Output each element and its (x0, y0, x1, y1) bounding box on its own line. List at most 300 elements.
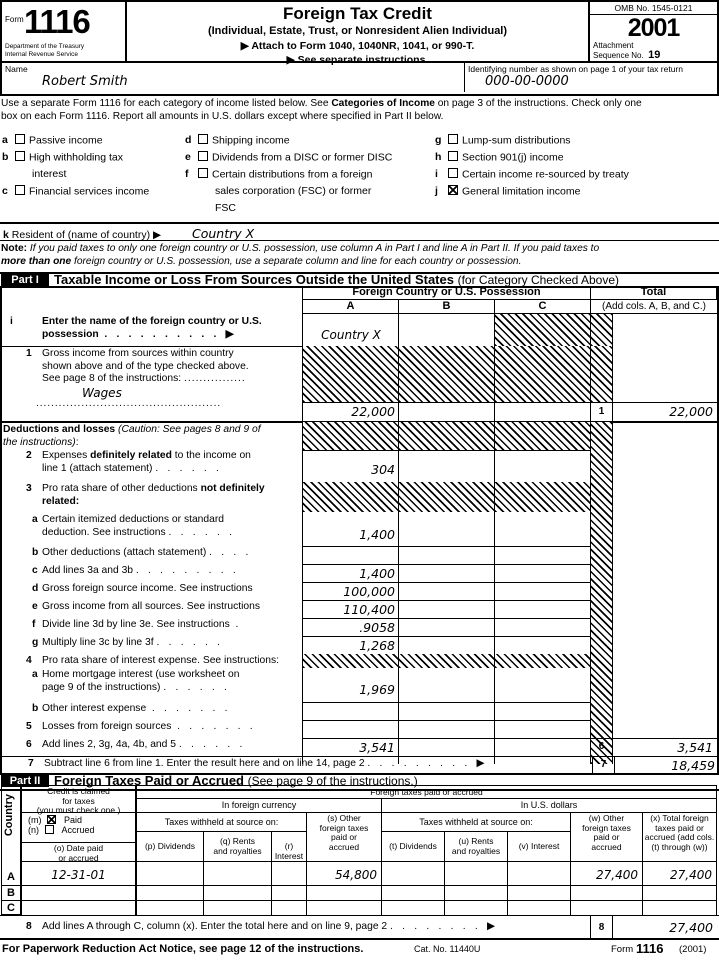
part1-line-3e-num: e (32, 601, 38, 612)
part2-line-8-num: 8 (26, 921, 32, 932)
part1-line-2-text (4, 450, 300, 475)
form-number-block (2, 2, 127, 61)
part2-row-C-other-fc[interactable] (307, 901, 382, 916)
hline-line2 (303, 450, 591, 451)
identifying-number-cell[interactable] (465, 63, 717, 92)
part1-line-3g-value-a[interactable]: 1,268 (359, 638, 395, 653)
part1-line-3a-text1: Certain itemized deductions or standard (42, 514, 225, 525)
part1-tag: Part I (1, 274, 49, 286)
category-f-label3: FSC (215, 202, 236, 214)
part2-col-t-header: (t) Dividends (382, 832, 445, 862)
part1-line-4-text (4, 655, 300, 668)
form-word-label: Form (5, 15, 24, 24)
omb-block (590, 2, 717, 61)
deductions-heading-italic2: the instructions) (3, 436, 76, 448)
part1-line-3-text1b: not definitely (200, 483, 265, 494)
part2-row-B-interest-fc[interactable] (272, 886, 307, 901)
category-f[interactable] (185, 166, 435, 183)
attach-instruction: ▶ Attach to Form 1040, 1040NR, 1041, or 990-T. (240, 40, 475, 52)
part2-row-A-date[interactable]: 12-31-01 (22, 862, 136, 886)
name-value: Robert Smith (42, 74, 128, 89)
instructions-line1-part3: on page 3 of the instructions. Check only one (434, 98, 642, 109)
part1-line-3f-text (4, 619, 300, 632)
part1-line-5-num: 5 (26, 721, 32, 732)
part1-line-4a-text1: Home mortgage interest (use worksheet on (42, 669, 240, 680)
part1-line-4b-num: b (32, 703, 39, 714)
hline-6-total (591, 738, 717, 739)
part1-line-3-num: 3 (26, 483, 32, 494)
resident-value: Country X (192, 226, 255, 241)
vline-boxnum-right (612, 314, 613, 764)
part1-line-5-text (4, 721, 300, 734)
category-d-label: Shipping income (212, 134, 290, 147)
footer-form-word: Form (611, 944, 634, 955)
part2-line-8-value: 27,400 (669, 920, 713, 935)
part2-row-C-interest-usd[interactable] (508, 901, 571, 916)
part1-line-1-boxnum: 1 (598, 406, 605, 417)
part1-line-1-text1: Gross income from sources within country (42, 348, 234, 359)
part2-paid-letter: (m) (28, 815, 42, 825)
part1-line-3d-value-a[interactable]: 100,000 (343, 584, 395, 599)
part2-tag: Part II (1, 775, 49, 787)
part1-line-3a-dots: . . . . . . (168, 526, 236, 538)
part1-title (54, 273, 619, 287)
category-g[interactable] (435, 132, 715, 149)
category-h-label: Section 901(j) income (462, 151, 564, 164)
part1-line-4a-num: a (32, 669, 38, 680)
part2-line-8-label: Add lines A through C, column (x). Enter the total here and on line 9, page 2 (42, 921, 388, 932)
part1-line-6-label: Add lines 2, 3g, 4a, 4b, and 5 (42, 739, 176, 750)
footer-year: (2001) (679, 944, 707, 955)
part1-line-4b-label: Other interest expense (42, 703, 147, 714)
category-b-letter: b (2, 151, 9, 163)
part2-accrued-row[interactable] (28, 825, 135, 835)
part1-line-1-hatch-b (399, 346, 494, 402)
part2-row-B-rents-usd[interactable] (445, 886, 508, 901)
part1-line-3b-num: b (32, 547, 39, 558)
deductions-hatch-numcol (591, 422, 612, 764)
instructions-line2: box on each Form 1116. Report all amounts in U.S. dollars except where specified in Part II below. (1, 110, 444, 122)
category-a-checkbox[interactable] (15, 134, 25, 144)
part2-col-x-header: (x) Total foreign taxes paid or accrued (add cols. (t) through (w)) (643, 813, 717, 862)
category-b-label2: interest (32, 168, 67, 180)
part1-total-header: Total (591, 286, 717, 300)
category-d-letter: d (185, 134, 192, 146)
part1-line-1-text: 1 Gross income from sources within country shown above and of the type checked above. See page 8 of the instructions: ................ Wages ................................................. (26, 348, 249, 409)
category-e-letter: e (185, 151, 191, 163)
line4-hatch-b (399, 654, 494, 668)
part1-line-3-text2: related: (42, 495, 80, 507)
note-block (1, 243, 718, 268)
part2-row-C-total[interactable] (643, 901, 717, 916)
note-bold: Note: (1, 243, 28, 254)
part2-credit-claimed-header: Credit is claimed for taxes (you must check one ) (22, 785, 136, 813)
hline-line1-values (303, 402, 717, 403)
part2-col-s-header: (s) Other foreign taxes paid or accrued (307, 813, 382, 862)
see-instruction: ▶ See separate instructions. (286, 54, 429, 66)
part1-line-1-hatch-a (303, 346, 398, 402)
part1-line-3c-num: c (32, 565, 38, 576)
part2-table (0, 785, 719, 915)
part1-table (0, 286, 719, 764)
line3-hatch-b (399, 482, 494, 512)
category-f-label-cont (185, 183, 435, 200)
hline-3d (303, 582, 591, 583)
part1-line-3f-label: Divide line 3d by line 3e. See instructions (42, 619, 230, 630)
part1-line-3g-dots: . . . . . . (156, 637, 224, 648)
part1-line-7-num: 7 (28, 758, 34, 769)
part1-line-6-boxnum: 6 (598, 741, 605, 752)
part2-row-C-dividends-usd[interactable] (382, 901, 445, 916)
form-footer (0, 941, 719, 961)
hline-3f (303, 618, 591, 619)
part1-line-i-hatch-num (591, 314, 612, 346)
part2-fxpa-header: Foreign taxes paid or accrued (136, 785, 717, 799)
part1-col-b-header: B (399, 300, 495, 314)
part1-line-1-hatch-c (495, 346, 590, 402)
identifying-number-value: 000-00-0000 (485, 74, 569, 89)
line4-hatch-a (303, 654, 398, 668)
category-d[interactable] (185, 132, 435, 149)
part1-line-2-text2: line 1 (attach statement) (42, 462, 153, 474)
category-f-label-cont2 (185, 200, 435, 217)
category-b-checkbox[interactable] (15, 151, 25, 161)
part1-total-subheader: (Add cols. A, B, and C.) (591, 300, 717, 314)
part2-col-v-header: (v) Interest (508, 832, 571, 862)
identifying-number-label: Identifying number as shown on page 1 of your tax return (468, 64, 683, 74)
part2-col-q-header: (q) Rents and royalties (204, 832, 272, 862)
part2-paid-accrued-block (22, 813, 136, 843)
category-column-2 (185, 132, 435, 217)
part1-line-1-value-a[interactable]: 22,000 (351, 404, 395, 419)
instructions-line1-part1: Use a separate Form 1116 for each category of income listed below. See (1, 98, 332, 109)
part1-line-1-text3: See page 8 of the instructions: (42, 373, 182, 385)
part2-title-sub: (See page 9 of the instructions.) (247, 774, 418, 788)
category-column-3 (435, 132, 715, 200)
part1-line-1-dotted-fill: ................................................. (36, 398, 222, 409)
part1-line-2-text1c: to the income on (171, 450, 251, 461)
part1-line-i-dots: . . . . . . . . . . ▶ (104, 328, 237, 340)
part2-row-C-rents-fc[interactable] (204, 901, 272, 916)
category-b-label-cont (2, 166, 177, 183)
form-number: 1116 (24, 3, 90, 40)
line4-hatch-c (495, 654, 590, 668)
category-a-label: Passive income (29, 134, 103, 147)
part2-row-A-dividends-usd[interactable] (382, 862, 445, 886)
part1-line-3-text1a: Pro rata share of other deductions (42, 483, 201, 494)
part2-row-A-label: A (1, 862, 22, 886)
part2-col-p-header: (p) Dividends (136, 832, 204, 862)
part1-title-sub: (for Category Checked Above) (457, 273, 620, 287)
part2-col-w-header: (w) Other foreign taxes paid or accrued (571, 813, 643, 862)
part2-paid-row[interactable] (28, 815, 135, 825)
part2-row-B-dividends-usd[interactable] (382, 886, 445, 901)
category-h[interactable] (435, 149, 715, 166)
part2-row-B-date[interactable] (22, 886, 136, 901)
paperwork-notice: For Paperwork Reduction Act Notice, see page 12 of the instructions. (2, 943, 364, 955)
department-label: Department of the Treasury Internal Revenue Service (5, 43, 85, 58)
part1-col-c-header: C (495, 300, 591, 314)
footer-form-number: 1116 (636, 941, 664, 956)
part2-paid-checkbox[interactable] (47, 815, 56, 824)
part2-row-B-interest-usd[interactable] (508, 886, 571, 901)
category-j-letter: j (435, 185, 438, 197)
part1-line-2-text1b: definitely related (90, 450, 172, 461)
part2-row-A-other-fc[interactable]: 54,800 (307, 862, 382, 886)
hline-3g (303, 636, 591, 637)
part1-line-3a-text2: deduction. See instructions (42, 526, 166, 538)
category-e[interactable] (185, 149, 435, 166)
hline-4b (303, 702, 591, 703)
cat-number: Cat. No. 11440U (414, 944, 481, 954)
hline-5 (303, 720, 591, 721)
part1-line-3g-num: g (32, 637, 39, 648)
category-c-label: Financial services income (29, 185, 150, 198)
part1-line-i-num: i (10, 316, 13, 327)
part1-line-5-dots: . . . . . . . (177, 721, 256, 732)
form-subtitle: (Individual, Estate, Trust, or Nonresident Alien Individual) (207, 25, 508, 37)
deductions-heading-italic: (Caution: See pages 8 and 9 of (118, 424, 261, 435)
part2-row-C-label: C (1, 901, 22, 916)
category-f-label: Certain distributions from a foreign (212, 168, 373, 181)
part2-row-B-label: B (1, 886, 22, 901)
part2-row-B-other-fc[interactable] (307, 886, 382, 901)
category-f-checkbox[interactable] (198, 168, 208, 178)
attachment-sequence-number: 19 (648, 48, 661, 61)
part1-line-7-dots: . . . . . . . . . ▶ (367, 758, 488, 769)
tax-year: 2001 (627, 14, 680, 42)
part2-foreign-currency-header: In foreign currency (136, 799, 382, 813)
part1-line-2-text1a: Expenses (42, 450, 91, 461)
category-h-letter: h (435, 151, 442, 163)
deductions-hatch-b (399, 422, 494, 450)
part2-accrued-checkbox[interactable] (45, 825, 54, 834)
deductions-heading-end: : (75, 436, 79, 448)
part2-row-C-interest-fc[interactable] (272, 901, 307, 916)
part1-line-3c-dots: . . . . . . . . . (135, 565, 239, 576)
category-c[interactable] (2, 183, 177, 200)
name-row (0, 63, 719, 96)
part1-line-3d-label: Gross foreign source income. See instructions (42, 583, 253, 594)
category-f-label2: sales corporation (FSC) or former (215, 185, 372, 197)
note-text1: If you paid taxes to only one foreign country or U.S. possession, use column A in Part I and line A in Part II. If you paid taxes to (27, 243, 600, 254)
part1-line-6-value-a[interactable]: 3,541 (359, 740, 395, 755)
part1-line-3g-label: Multiply line 3c by line 3f (42, 637, 154, 648)
category-b[interactable] (2, 149, 177, 166)
part1-line-4a-dots: . . . . . . (163, 681, 231, 693)
category-i[interactable] (435, 166, 715, 183)
category-c-letter: c (2, 185, 8, 197)
line3-hatch-c (495, 482, 590, 512)
part2-row-C-rents-usd[interactable] (445, 901, 508, 916)
part1-line-2-value-a[interactable]: 304 (371, 462, 395, 477)
deductions-hatch-c (495, 422, 590, 450)
category-a[interactable] (2, 132, 177, 149)
resident-label: Resident of (name of country) ▶ (11, 229, 162, 241)
deductions-hatch-a (303, 422, 398, 450)
category-g-checkbox[interactable] (448, 134, 458, 144)
part1-line-4a-value-a[interactable]: 1,969 (359, 682, 395, 697)
part1-line-4a-text (4, 669, 300, 694)
part2-col-o-header: (o) Date paid or accrued (22, 843, 136, 862)
part2-row-C-other-usd[interactable] (571, 901, 643, 916)
part1-line-3f-num: f (32, 619, 36, 630)
part2-us-dollars-header: In U.S. dollars (382, 799, 717, 813)
part1-line-i-text (4, 316, 300, 341)
note-bold2: more than one (1, 255, 72, 267)
income-category-checkboxes (0, 132, 719, 214)
part1-line-6-num: 6 (26, 739, 32, 750)
part1-line-7-text (6, 758, 586, 771)
deductions-heading (3, 424, 301, 449)
part2-row-B-dividends-fc[interactable] (136, 886, 204, 901)
form-title-block (127, 2, 590, 66)
category-b-label: High withholding tax (29, 151, 123, 164)
category-c-checkbox[interactable] (15, 185, 25, 195)
part1-line-3a-value-a[interactable]: 1,400 (359, 527, 395, 542)
category-f-letter: f (185, 168, 189, 180)
hline-3c (303, 564, 591, 565)
part1-line-2-num: 2 (26, 450, 32, 461)
category-j-label: General limitation income (462, 185, 581, 198)
part1-line-3f-value-a[interactable]: .9058 (359, 620, 395, 635)
hline-3e (303, 600, 591, 601)
category-h-checkbox[interactable] (448, 151, 458, 161)
note-text2: foreign country or U.S. possession, use a separate column and line for each country or possession. (71, 255, 522, 267)
part1-line-3b-label: Other deductions (attach statement) (42, 547, 207, 558)
part2-row-A-total[interactable]: 27,400 (643, 862, 717, 886)
part1-line-7-value-total: 18,459 (671, 758, 715, 773)
part2-withheld-header-2: Taxes withheld at source on: (382, 813, 571, 832)
hline-line1 (1, 346, 302, 347)
part1-line-i-value-a[interactable]: Country X (321, 328, 381, 342)
part1-line-1-hatch-num (591, 346, 612, 402)
part1-line-3c-value-a[interactable]: 1,400 (359, 566, 395, 581)
part2-country-label: Country (3, 794, 15, 837)
category-d-checkbox[interactable] (198, 134, 208, 144)
part2-line-8-text (4, 921, 584, 934)
part2-row-A-rents-fc[interactable] (204, 862, 272, 886)
part2-row-B-other-usd[interactable] (571, 886, 643, 901)
part1-line-3e-text (4, 601, 300, 614)
category-a-letter: a (2, 134, 8, 146)
part2-accrued-letter: (n) (28, 825, 39, 835)
part1-line-1-value-total: 22,000 (669, 404, 713, 419)
part2-row-A-rents-usd[interactable] (445, 862, 508, 886)
part2-line-8-row (0, 915, 719, 940)
name-cell[interactable] (2, 63, 465, 92)
part1-line-i-hatch-c (495, 314, 590, 346)
part1-group-header: Foreign Country or U.S. Possession (302, 286, 591, 300)
resident-row[interactable] (0, 222, 719, 241)
category-e-label: Dividends from a DISC or former DISC (212, 151, 393, 164)
part1-line-4b-text (4, 703, 300, 716)
part1-line-2-dots: . . . . . . (155, 462, 223, 474)
part1-line-i-total (613, 314, 717, 346)
part1-line-1-num: 1 (26, 348, 32, 359)
part2-line-8-boxnum: 8 (598, 922, 605, 933)
part1-line-6-value-total: 3,541 (677, 740, 713, 755)
category-column-1 (2, 132, 177, 200)
name-label: Name (5, 64, 28, 74)
part1-line-6-dots: . . . . . . (178, 739, 246, 750)
part2-accrued-label: Accrued (61, 825, 95, 835)
part2-row-B-total[interactable] (643, 886, 717, 901)
deductions-heading-bold: Deductions and losses (3, 424, 116, 435)
part1-line-1-handwritten: Wages (82, 386, 122, 400)
part1-line-4b-dots: . . . . . . . (151, 703, 231, 714)
part2-row-C-date[interactable] (22, 901, 136, 916)
part1-line-5-label: Losses from foreign sources (42, 721, 172, 732)
part1-line-4-num: 4 (26, 655, 32, 666)
part1-line-6-text (4, 739, 300, 752)
form-header (0, 0, 719, 66)
part2-line-8-dots: . . . . . . . . ▶ (390, 921, 499, 932)
part2-withheld-header-1: Taxes withheld at source on: (136, 813, 307, 832)
category-i-letter: i (435, 168, 438, 180)
part1-line-3d-text (4, 583, 300, 596)
part1-line-3c-label: Add lines 3a and 3b (42, 565, 134, 576)
part2-row-A-dividends-fc[interactable] (136, 862, 204, 886)
resident-letter: k (3, 229, 9, 241)
categories-of-income-ref: Categories of Income (331, 98, 435, 109)
part1-line-3b-text (4, 547, 300, 560)
line3-hatch-a (303, 482, 398, 512)
part1-line-i-text2: possession (42, 328, 99, 340)
part1-title-main: Taxable Income or Loss From Sources Outside the United States (54, 272, 454, 287)
part2-col-u-header: (u) Rents and royalties (445, 832, 508, 862)
category-i-label: Certain income re-sourced by treaty (462, 168, 629, 181)
part1-line-3a-num: a (32, 514, 38, 525)
part1-line-4a-text2: page 9 of the instructions) (42, 681, 161, 693)
part2-row-B-rents-fc[interactable] (204, 886, 272, 901)
hline-6 (303, 738, 591, 739)
category-e-checkbox[interactable] (198, 151, 208, 161)
category-instructions (1, 98, 718, 123)
part2-row-A-other-usd[interactable]: 27,400 (571, 862, 643, 886)
category-g-letter: g (435, 134, 442, 146)
category-j[interactable] (435, 183, 715, 200)
part1-line-3-text (4, 483, 300, 508)
part1-line-i-text1: Enter the name of the foreign country or U.S. (42, 316, 262, 327)
part1-line-3e-value-a[interactable]: 110,400 (343, 602, 395, 617)
part1-line-7-label: Subtract line 6 from line 1. Enter the result here and on line 14, page 2 (44, 758, 365, 769)
part1-line-3d-num: d (32, 583, 39, 594)
part1-line-1-text2: shown above and of the type checked above. (42, 360, 249, 372)
part1-line-4-label: Pro rata share of interest expense. See instructions: (42, 655, 279, 666)
part2-row-A-interest-usd[interactable] (508, 862, 571, 886)
form-title: Foreign Tax Credit (283, 4, 432, 23)
hline-3b (303, 546, 591, 547)
part1-col-a-header: A (302, 300, 399, 314)
category-g-label: Lump-sum distributions (462, 134, 571, 147)
category-j-checkbox[interactable] (448, 185, 458, 195)
part2-row-A-interest-fc[interactable] (272, 862, 307, 886)
part1-line-3a-text (4, 514, 300, 539)
part1-line-3c-text (4, 565, 300, 578)
part2-col-r-header: (r) Interest (272, 832, 307, 862)
category-i-checkbox[interactable] (448, 168, 458, 178)
omb-number: OMB No. 1545-0121 (590, 2, 717, 15)
part1-line-3b-dots: . . . . (209, 547, 252, 558)
attachment-sequence: Attachment Sequence No. 19 (593, 41, 661, 61)
part1-line-7-boxnum: 7 (600, 759, 607, 770)
part1-line-3g-text (4, 637, 300, 650)
part2-row-C-dividends-fc[interactable] (136, 901, 204, 916)
part1-line-3e-label: Gross income from all sources. See instructions (42, 601, 261, 612)
part1-line-3f-dots: . (235, 619, 242, 630)
part2-title-main: Foreign Taxes Paid or Accrued (54, 773, 244, 788)
